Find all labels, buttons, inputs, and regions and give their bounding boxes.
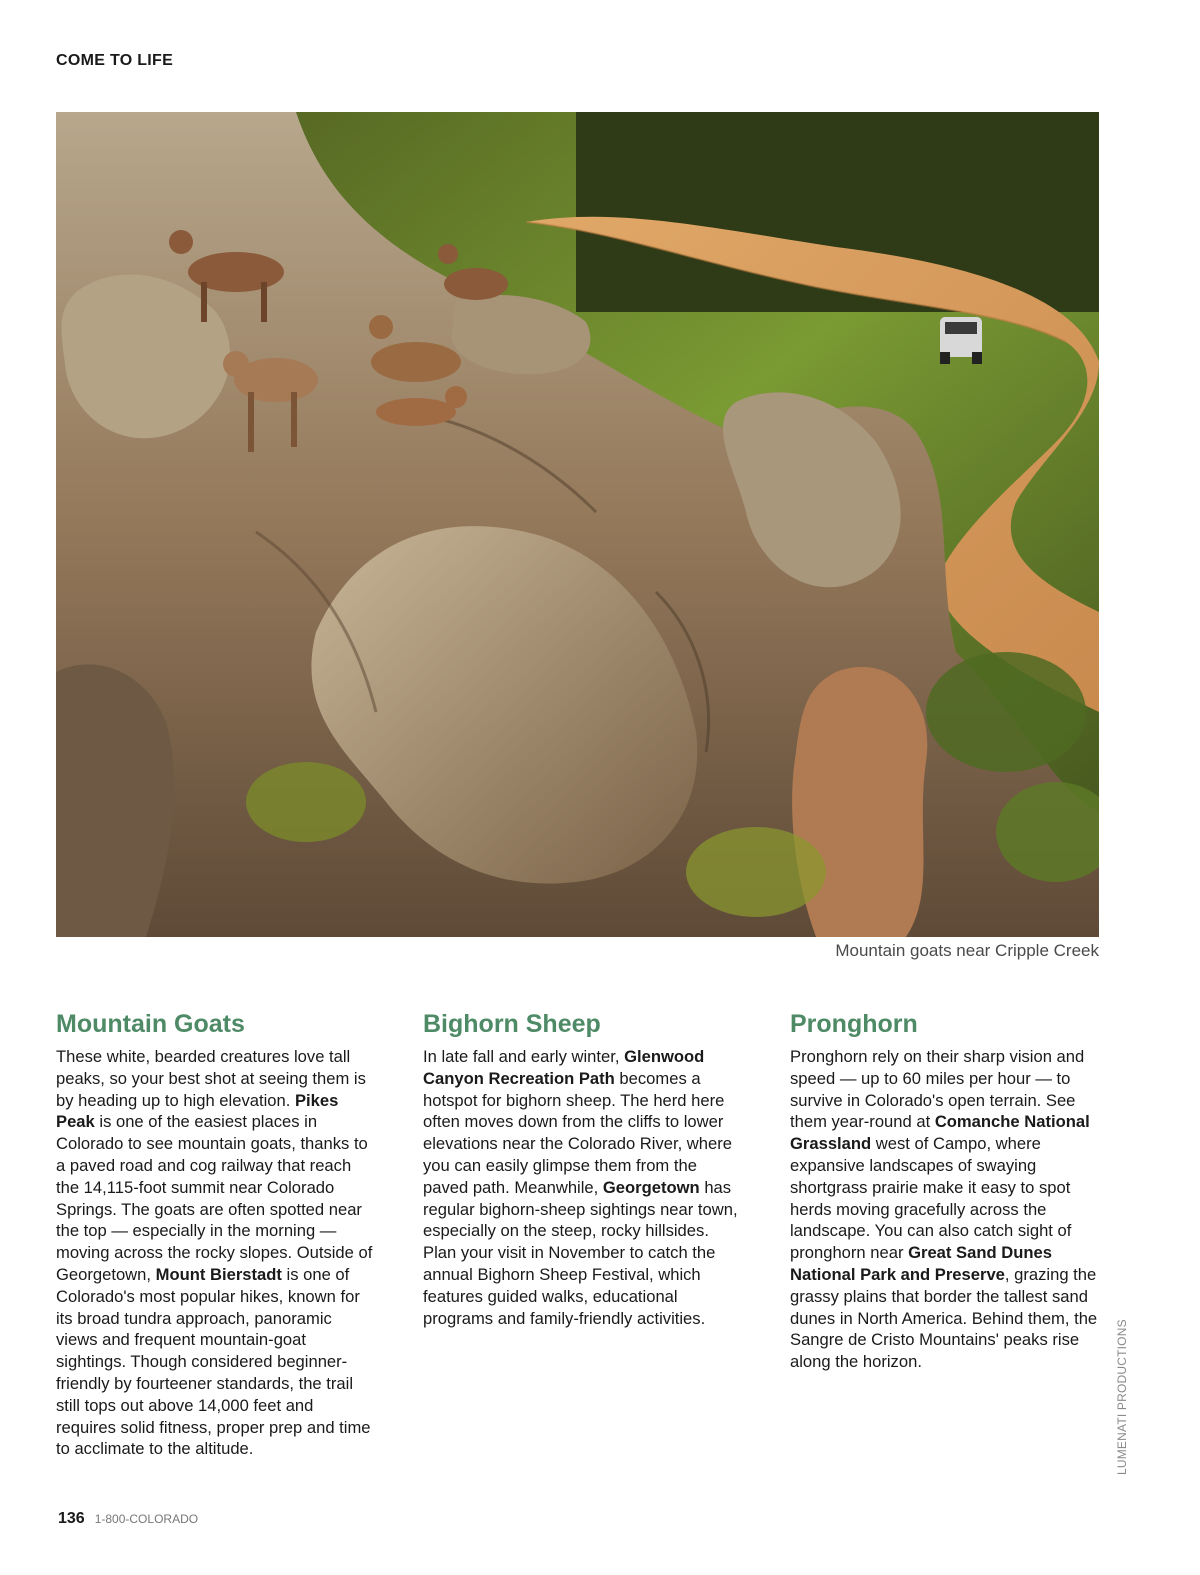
jeep-icon [940, 317, 982, 364]
place-name: Pikes Peak [56, 1090, 339, 1132]
body-text: In late fall and early winter, [423, 1047, 625, 1066]
body-text: becomes a hotspot for bighorn sheep. The herd here often moves down from the cliffs to lower elevations near the Colorado River, where you can easily glimpse them from the paved path. Meanwhile, [423, 1068, 733, 1197]
body-text: These white, bearded creatures love tall peaks, so your best shot at seeing them is by heading up to high elevation. [56, 1047, 366, 1110]
page-number: 136 [58, 1510, 85, 1527]
article-column-bighorn-sheep [423, 1008, 743, 1329]
body-text: , grazing the grassy plains that border the tallest sand dunes in North America. Behind them, the Sangre de Cristo Mountains' peaks rise along the horizon. [790, 1264, 1098, 1372]
body-text: is one of the easiest places in Colorado to see mountain goats, thanks to a paved road and cog railway that reach the 14,115-foot summit near Colorado Springs. The goats are often spotted near the top — especially in the morning — moving across the rocky slopes. Outside of Georgetown, [56, 1112, 373, 1284]
feature-photo [56, 112, 1099, 937]
place-name: Georgetown [602, 1177, 700, 1197]
place-name: Comanche National Grassland [790, 1112, 1090, 1154]
place-name: Mount Bierstadt [155, 1264, 282, 1284]
article-column-pronghorn [790, 1008, 1110, 1373]
section-label: COME TO LIFE [56, 52, 174, 69]
photo-caption: Mountain goats near Cripple Creek [835, 941, 1099, 960]
body-text: west of Campo, where expansive landscapes of swaying shortgrass prairie make it easy to spot herds moving gracefully across the landscape. You can also catch sight of pronghorn near [790, 1134, 1072, 1263]
place-name: Great Sand Dunes National Park and Preserve [790, 1243, 1052, 1284]
column-body [56, 1046, 376, 1460]
phone-number: 1-800-COLORADO [94, 1512, 199, 1526]
photo-illustration [56, 112, 1099, 937]
body-text: has regular bighorn-sheep sightings near town, especially on the steep, rocky hillsides. Plan your visit in November to catch the annual Bighorn Sheep Festival, which features guided walks, educational programs and family-friendly activities. [423, 1177, 738, 1328]
body-text: is one of Colorado's most popular hikes, known for its broad tundra approach, panoramic views and frequent mountain-goat sightings. Though considered beginner-friendly by fourteener standards, the trail still tops out above 14,000 feet and requires solid fitness, proper prep and time to acclimate to the altitude. [56, 1264, 371, 1459]
column-heading: Bighorn Sheep [423, 1010, 601, 1038]
column-heading: Pronghorn [790, 1010, 918, 1038]
page-footer [58, 1510, 198, 1528]
body-text: Pronghorn rely on their sharp vision and speed — up to 60 miles per hour — to survive in Colorado's open terrain. See them year-round at [790, 1047, 1085, 1132]
photo-credit: LUMENATI PRODUCTIONS [1115, 1319, 1129, 1475]
article-column-mountain-goats [56, 1008, 376, 1460]
column-heading: Mountain Goats [56, 1010, 245, 1038]
place-name: Glenwood Canyon Recreation Path [423, 1047, 705, 1088]
column-body [423, 1046, 743, 1329]
column-body [790, 1046, 1110, 1373]
